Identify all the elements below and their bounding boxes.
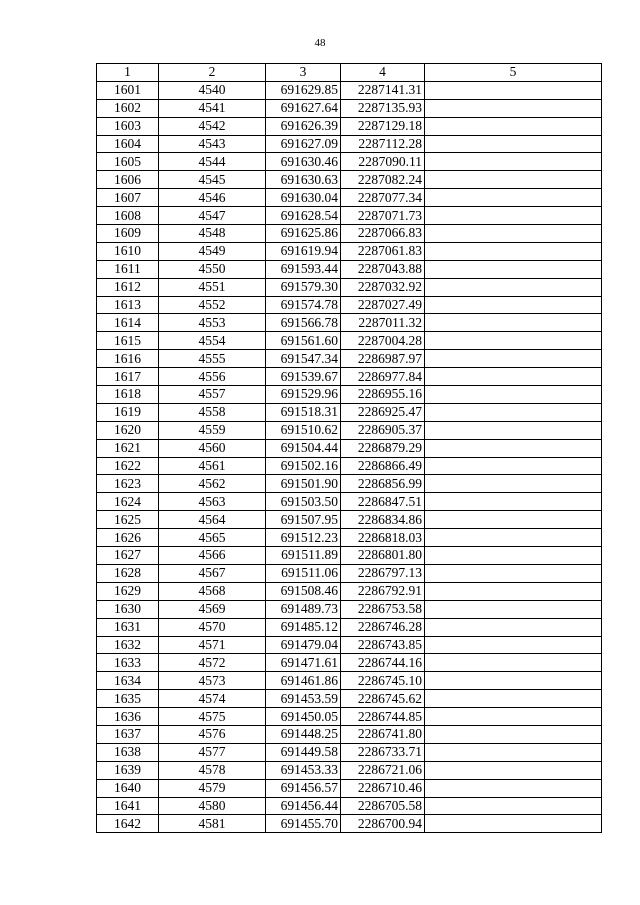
cell-x: 691455.70 xyxy=(266,815,341,833)
cell-code: 4560 xyxy=(159,439,266,457)
table-row xyxy=(97,654,602,672)
cell-y: 2286744.85 xyxy=(341,708,425,726)
cell-point-number: 1604 xyxy=(97,135,159,153)
cell-point-number: 1638 xyxy=(97,743,159,761)
cell-x: 691448.25 xyxy=(266,725,341,743)
cell-note xyxy=(425,600,602,618)
cell-point-number: 1617 xyxy=(97,368,159,386)
cell-x: 691627.64 xyxy=(266,99,341,117)
cell-x: 691450.05 xyxy=(266,708,341,726)
table-row xyxy=(97,189,602,207)
cell-code: 4549 xyxy=(159,242,266,260)
cell-note xyxy=(425,260,602,278)
cell-y: 2286741.80 xyxy=(341,725,425,743)
cell-x: 691630.63 xyxy=(266,171,341,189)
table-row xyxy=(97,600,602,618)
table-row xyxy=(97,511,602,529)
table-row xyxy=(97,457,602,475)
table-row xyxy=(97,582,602,600)
cell-y: 2286955.16 xyxy=(341,386,425,404)
cell-note xyxy=(425,296,602,314)
cell-point-number: 1619 xyxy=(97,403,159,421)
cell-point-number: 1621 xyxy=(97,439,159,457)
cell-code: 4574 xyxy=(159,690,266,708)
table-row xyxy=(97,99,602,117)
cell-code: 4566 xyxy=(159,547,266,565)
cell-x: 691449.58 xyxy=(266,743,341,761)
table-row xyxy=(97,636,602,654)
cell-y: 2286797.13 xyxy=(341,564,425,582)
cell-y: 2286746.28 xyxy=(341,618,425,636)
cell-y: 2286710.46 xyxy=(341,779,425,797)
table-row xyxy=(97,296,602,314)
cell-point-number: 1612 xyxy=(97,278,159,296)
table-row xyxy=(97,225,602,243)
cell-note xyxy=(425,582,602,600)
cell-point-number: 1627 xyxy=(97,547,159,565)
cell-note xyxy=(425,225,602,243)
cell-note xyxy=(425,99,602,117)
cell-note xyxy=(425,457,602,475)
cell-y: 2287077.34 xyxy=(341,189,425,207)
cell-note xyxy=(425,475,602,493)
table-row xyxy=(97,81,602,99)
cell-y: 2286743.85 xyxy=(341,636,425,654)
cell-point-number: 1601 xyxy=(97,81,159,99)
cell-y: 2286834.86 xyxy=(341,511,425,529)
cell-code: 4576 xyxy=(159,725,266,743)
cell-code: 4551 xyxy=(159,278,266,296)
table-row xyxy=(97,171,602,189)
table-row xyxy=(97,368,602,386)
cell-code: 4575 xyxy=(159,708,266,726)
cell-x: 691508.46 xyxy=(266,582,341,600)
cell-y: 2287066.83 xyxy=(341,225,425,243)
cell-point-number: 1611 xyxy=(97,260,159,278)
cell-x: 691502.16 xyxy=(266,457,341,475)
page-number: 48 xyxy=(314,37,326,49)
cell-x: 691456.57 xyxy=(266,779,341,797)
cell-code: 4570 xyxy=(159,618,266,636)
column-header: 1 xyxy=(97,64,159,82)
cell-point-number: 1630 xyxy=(97,600,159,618)
column-header: 4 xyxy=(341,64,425,82)
cell-code: 4572 xyxy=(159,654,266,672)
table-row xyxy=(97,475,602,493)
cell-x: 691625.86 xyxy=(266,225,341,243)
table-row xyxy=(97,779,602,797)
cell-x: 691627.09 xyxy=(266,135,341,153)
cell-point-number: 1614 xyxy=(97,314,159,332)
table-row xyxy=(97,547,602,565)
cell-y: 2286925.47 xyxy=(341,403,425,421)
cell-code: 4553 xyxy=(159,314,266,332)
cell-x: 691630.04 xyxy=(266,189,341,207)
cell-note xyxy=(425,332,602,350)
table-row xyxy=(97,386,602,404)
column-header: 3 xyxy=(266,64,341,82)
cell-point-number: 1607 xyxy=(97,189,159,207)
cell-note xyxy=(425,815,602,833)
cell-y: 2286705.58 xyxy=(341,797,425,815)
cell-x: 691619.94 xyxy=(266,242,341,260)
cell-x: 691593.44 xyxy=(266,260,341,278)
cell-x: 691503.50 xyxy=(266,493,341,511)
cell-x: 691512.23 xyxy=(266,529,341,547)
table-row xyxy=(97,761,602,779)
cell-code: 4564 xyxy=(159,511,266,529)
cell-y: 2287071.73 xyxy=(341,207,425,225)
cell-note xyxy=(425,743,602,761)
cell-point-number: 1629 xyxy=(97,582,159,600)
cell-y: 2286700.94 xyxy=(341,815,425,833)
cell-code: 4568 xyxy=(159,582,266,600)
table-header-row xyxy=(97,64,602,82)
table-row xyxy=(97,350,602,368)
cell-note xyxy=(425,314,602,332)
cell-x: 691630.46 xyxy=(266,153,341,171)
cell-code: 4542 xyxy=(159,117,266,135)
cell-note xyxy=(425,672,602,690)
cell-x: 691456.44 xyxy=(266,797,341,815)
cell-point-number: 1606 xyxy=(97,171,159,189)
cell-code: 4558 xyxy=(159,403,266,421)
table-row xyxy=(97,153,602,171)
cell-point-number: 1622 xyxy=(97,457,159,475)
cell-note xyxy=(425,350,602,368)
cell-y: 2287027.49 xyxy=(341,296,425,314)
cell-note xyxy=(425,654,602,672)
cell-y: 2286744.16 xyxy=(341,654,425,672)
cell-note xyxy=(425,636,602,654)
cell-x: 691479.04 xyxy=(266,636,341,654)
cell-point-number: 1608 xyxy=(97,207,159,225)
cell-note xyxy=(425,779,602,797)
table-row xyxy=(97,725,602,743)
cell-point-number: 1632 xyxy=(97,636,159,654)
cell-note xyxy=(425,564,602,582)
cell-point-number: 1605 xyxy=(97,153,159,171)
cell-point-number: 1624 xyxy=(97,493,159,511)
cell-point-number: 1609 xyxy=(97,225,159,243)
cell-code: 4544 xyxy=(159,153,266,171)
cell-note xyxy=(425,421,602,439)
cell-y: 2286856.99 xyxy=(341,475,425,493)
cell-y: 2286753.58 xyxy=(341,600,425,618)
cell-note xyxy=(425,797,602,815)
cell-code: 4552 xyxy=(159,296,266,314)
table-row xyxy=(97,421,602,439)
cell-y: 2287129.18 xyxy=(341,117,425,135)
cell-note xyxy=(425,189,602,207)
cell-point-number: 1616 xyxy=(97,350,159,368)
cell-x: 691507.95 xyxy=(266,511,341,529)
cell-point-number: 1618 xyxy=(97,386,159,404)
table-body xyxy=(97,81,602,832)
cell-note xyxy=(425,725,602,743)
cell-point-number: 1631 xyxy=(97,618,159,636)
table-row xyxy=(97,493,602,511)
cell-x: 691504.44 xyxy=(266,439,341,457)
cell-x: 691501.90 xyxy=(266,475,341,493)
cell-point-number: 1610 xyxy=(97,242,159,260)
table-row xyxy=(97,529,602,547)
cell-code: 4550 xyxy=(159,260,266,278)
table-row xyxy=(97,260,602,278)
cell-y: 2287061.83 xyxy=(341,242,425,260)
cell-code: 4567 xyxy=(159,564,266,582)
cell-y: 2287032.92 xyxy=(341,278,425,296)
cell-point-number: 1603 xyxy=(97,117,159,135)
cell-x: 691489.73 xyxy=(266,600,341,618)
cell-y: 2287141.31 xyxy=(341,81,425,99)
cell-point-number: 1636 xyxy=(97,708,159,726)
cell-point-number: 1628 xyxy=(97,564,159,582)
cell-y: 2286987.97 xyxy=(341,350,425,368)
cell-x: 691453.59 xyxy=(266,690,341,708)
cell-point-number: 1626 xyxy=(97,529,159,547)
cell-y: 2286879.29 xyxy=(341,439,425,457)
table-row xyxy=(97,117,602,135)
cell-x: 691629.85 xyxy=(266,81,341,99)
cell-code: 4573 xyxy=(159,672,266,690)
cell-x: 691574.78 xyxy=(266,296,341,314)
cell-x: 691511.06 xyxy=(266,564,341,582)
cell-y: 2287090.11 xyxy=(341,153,425,171)
cell-note xyxy=(425,368,602,386)
cell-code: 4555 xyxy=(159,350,266,368)
cell-point-number: 1620 xyxy=(97,421,159,439)
cell-note xyxy=(425,153,602,171)
cell-y: 2286847.51 xyxy=(341,493,425,511)
cell-code: 4562 xyxy=(159,475,266,493)
cell-y: 2286792.91 xyxy=(341,582,425,600)
cell-code: 4556 xyxy=(159,368,266,386)
cell-x: 691626.39 xyxy=(266,117,341,135)
cell-code: 4545 xyxy=(159,171,266,189)
cell-x: 691539.67 xyxy=(266,368,341,386)
cell-x: 691510.62 xyxy=(266,421,341,439)
cell-x: 691471.61 xyxy=(266,654,341,672)
cell-y: 2287043.88 xyxy=(341,260,425,278)
cell-code: 4557 xyxy=(159,386,266,404)
cell-x: 691529.96 xyxy=(266,386,341,404)
cell-x: 691561.60 xyxy=(266,332,341,350)
cell-y: 2286801.80 xyxy=(341,547,425,565)
cell-y: 2287082.24 xyxy=(341,171,425,189)
cell-y: 2286745.62 xyxy=(341,690,425,708)
cell-note xyxy=(425,386,602,404)
cell-code: 4563 xyxy=(159,493,266,511)
table-row xyxy=(97,278,602,296)
cell-code: 4565 xyxy=(159,529,266,547)
table-row xyxy=(97,314,602,332)
cell-note xyxy=(425,81,602,99)
cell-x: 691579.30 xyxy=(266,278,341,296)
coordinates-table xyxy=(96,63,602,833)
cell-code: 4541 xyxy=(159,99,266,117)
cell-x: 691453.33 xyxy=(266,761,341,779)
cell-note xyxy=(425,547,602,565)
cell-note xyxy=(425,171,602,189)
cell-point-number: 1634 xyxy=(97,672,159,690)
cell-y: 2286721.06 xyxy=(341,761,425,779)
cell-point-number: 1635 xyxy=(97,690,159,708)
cell-note xyxy=(425,403,602,421)
cell-code: 4546 xyxy=(159,189,266,207)
table-row xyxy=(97,708,602,726)
table-row xyxy=(97,207,602,225)
cell-point-number: 1602 xyxy=(97,99,159,117)
cell-code: 4579 xyxy=(159,779,266,797)
table-row xyxy=(97,439,602,457)
cell-x: 691518.31 xyxy=(266,403,341,421)
cell-note xyxy=(425,135,602,153)
cell-note xyxy=(425,708,602,726)
table-row xyxy=(97,135,602,153)
cell-y: 2286745.10 xyxy=(341,672,425,690)
cell-x: 691485.12 xyxy=(266,618,341,636)
cell-note xyxy=(425,761,602,779)
cell-point-number: 1640 xyxy=(97,779,159,797)
cell-code: 4578 xyxy=(159,761,266,779)
cell-y: 2286977.84 xyxy=(341,368,425,386)
cell-code: 4561 xyxy=(159,457,266,475)
cell-y: 2286733.71 xyxy=(341,743,425,761)
cell-x: 691461.86 xyxy=(266,672,341,690)
cell-x: 691547.34 xyxy=(266,350,341,368)
cell-note xyxy=(425,207,602,225)
column-header: 5 xyxy=(425,64,602,82)
cell-x: 691511.89 xyxy=(266,547,341,565)
cell-note xyxy=(425,511,602,529)
table-row xyxy=(97,618,602,636)
cell-note xyxy=(425,117,602,135)
table-row xyxy=(97,797,602,815)
cell-code: 4581 xyxy=(159,815,266,833)
cell-point-number: 1615 xyxy=(97,332,159,350)
cell-point-number: 1633 xyxy=(97,654,159,672)
table-row xyxy=(97,672,602,690)
column-header: 2 xyxy=(159,64,266,82)
cell-x: 691628.54 xyxy=(266,207,341,225)
cell-code: 4569 xyxy=(159,600,266,618)
cell-y: 2287135.93 xyxy=(341,99,425,117)
cell-point-number: 1639 xyxy=(97,761,159,779)
cell-code: 4554 xyxy=(159,332,266,350)
cell-code: 4548 xyxy=(159,225,266,243)
cell-note xyxy=(425,529,602,547)
cell-point-number: 1613 xyxy=(97,296,159,314)
table-row xyxy=(97,690,602,708)
cell-point-number: 1641 xyxy=(97,797,159,815)
cell-point-number: 1623 xyxy=(97,475,159,493)
table-row xyxy=(97,564,602,582)
cell-point-number: 1625 xyxy=(97,511,159,529)
table-row xyxy=(97,815,602,833)
cell-note xyxy=(425,439,602,457)
cell-code: 4540 xyxy=(159,81,266,99)
cell-note xyxy=(425,690,602,708)
cell-code: 4577 xyxy=(159,743,266,761)
cell-note xyxy=(425,618,602,636)
cell-y: 2286905.37 xyxy=(341,421,425,439)
table-row xyxy=(97,743,602,761)
cell-code: 4559 xyxy=(159,421,266,439)
cell-code: 4547 xyxy=(159,207,266,225)
cell-note xyxy=(425,242,602,260)
table-row xyxy=(97,403,602,421)
cell-x: 691566.78 xyxy=(266,314,341,332)
cell-note xyxy=(425,493,602,511)
cell-point-number: 1637 xyxy=(97,725,159,743)
cell-code: 4580 xyxy=(159,797,266,815)
table-row xyxy=(97,242,602,260)
cell-y: 2286866.49 xyxy=(341,457,425,475)
cell-code: 4543 xyxy=(159,135,266,153)
cell-note xyxy=(425,278,602,296)
cell-y: 2287004.28 xyxy=(341,332,425,350)
cell-code: 4571 xyxy=(159,636,266,654)
cell-y: 2287112.28 xyxy=(341,135,425,153)
cell-y: 2286818.03 xyxy=(341,529,425,547)
table-row xyxy=(97,332,602,350)
cell-point-number: 1642 xyxy=(97,815,159,833)
cell-y: 2287011.32 xyxy=(341,314,425,332)
